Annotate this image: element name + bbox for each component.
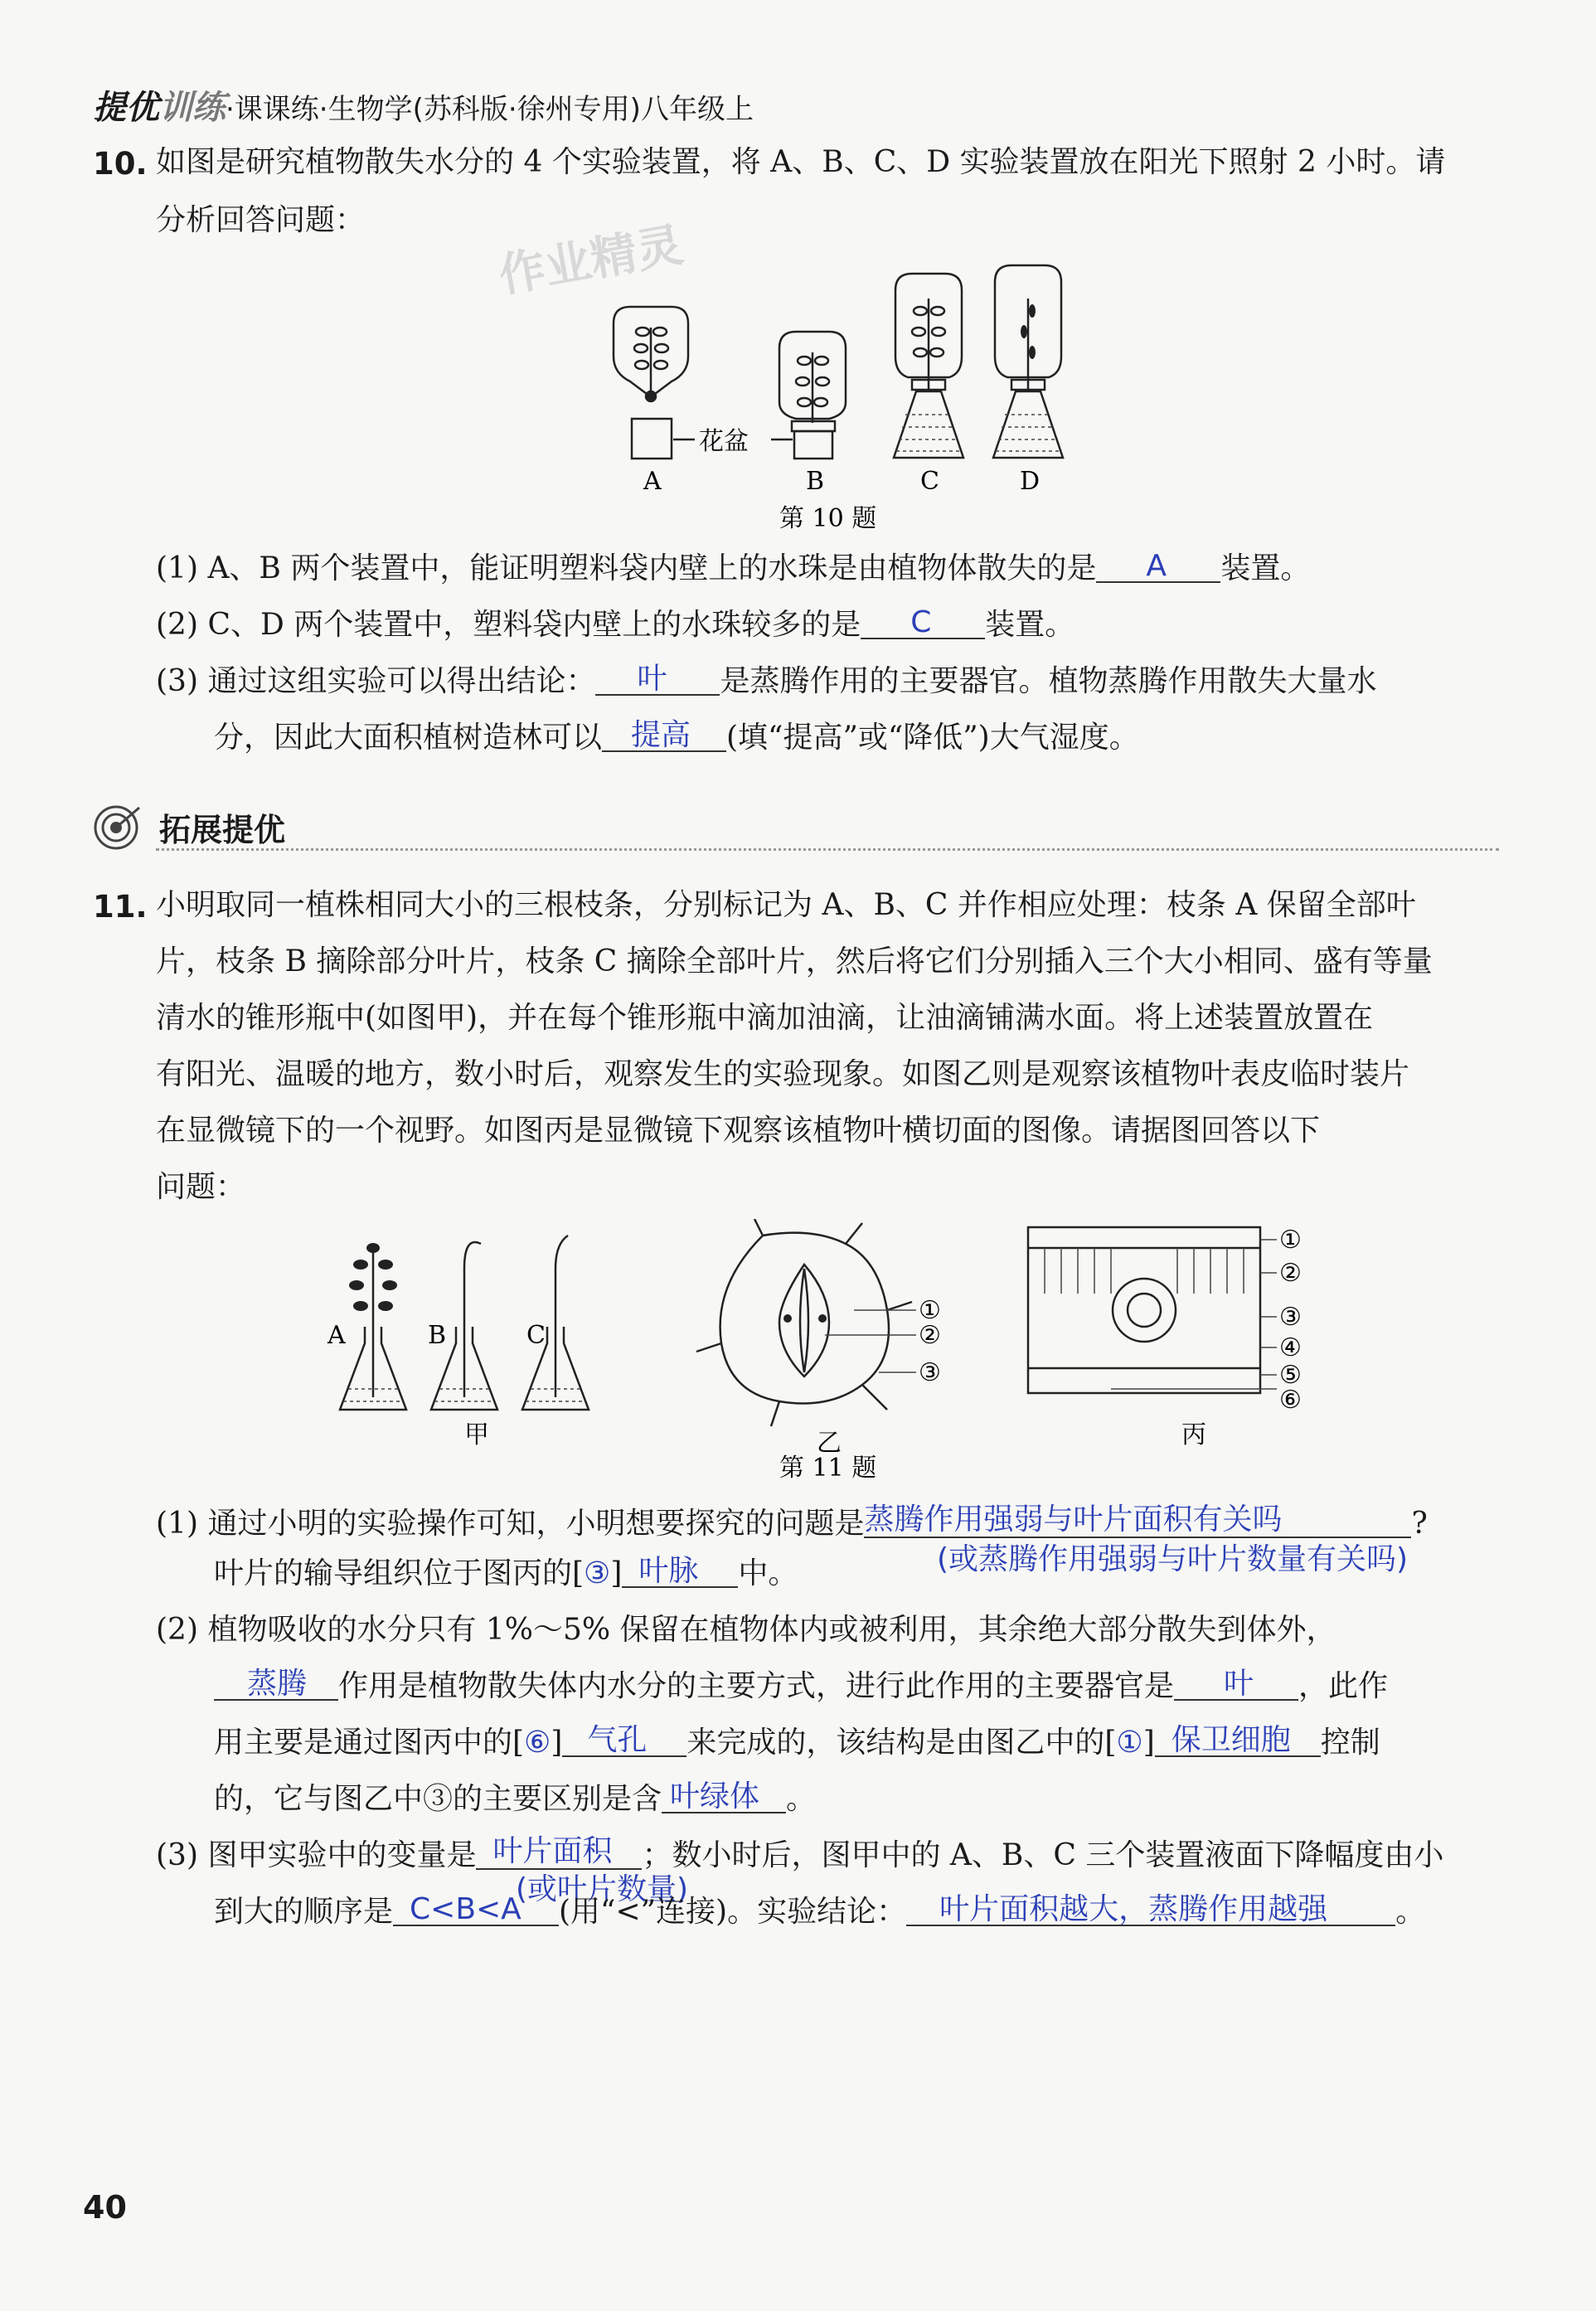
fig10-label-c: C — [920, 467, 939, 496]
q11-part2-line2: 蒸腾 作用是植物散失体内水分的主要方式，进行此作用的主要器官是 叶 ，此作 — [214, 1658, 1388, 1715]
q11-p2-answer3: ⑥ — [524, 1726, 551, 1760]
q11-p1-answer-name: 叶脉 — [638, 1554, 699, 1588]
q11-p2-answer1: 蒸腾 — [247, 1667, 308, 1701]
q10-figure — [580, 249, 1094, 547]
q10-stem-line2: 分析回答问题： — [156, 203, 366, 237]
q10-part3-line2: 分，因此大面积植树造林可以 提高 (填“提高”或“降低”)大气湿度。 — [214, 710, 1139, 766]
q10-part2: (2) C、D 两个装置中，塑料袋内壁上的水珠较多的是 C 装置。 — [156, 597, 1075, 653]
q11-p2-answer7: 叶绿体 — [670, 1779, 760, 1813]
q10-p3-answer1: 叶 — [637, 662, 667, 696]
jia-label-b: B — [428, 1321, 447, 1350]
q11-p2-answer5: ① — [1116, 1726, 1143, 1760]
page-header — [93, 81, 754, 129]
q10-p2-answer: C — [910, 605, 932, 639]
page-number: 40 — [83, 2189, 127, 2226]
yi-mark-1: ① — [919, 1296, 941, 1325]
target-icon — [91, 803, 149, 852]
watermark: 作业精灵 — [494, 217, 687, 303]
fig10-label-a: A — [643, 467, 662, 496]
q11-part3-line2: 到大的顺序是 C<B<A (用“<”连接)。实验结论： 叶片面积越大，蒸腾作用越强 。 — [214, 1884, 1425, 1940]
q11-part1-line1: (1) 通过小明的实验操作可知，小明想要探究的问题是 蒸腾作用强弱与叶片面积有关吗 ? — [156, 1496, 1428, 1552]
section-title: 拓展提优 — [159, 812, 286, 848]
sub-caption-yi: 乙 — [817, 1429, 842, 1458]
q11-stem-line1: 小明取同一植株相同大小的三根枝条，分别标记为 A、B、C 并作相应处理：枝条 A 保留全部叶 — [156, 888, 1416, 922]
q11-p1-answer: 蒸腾作用强弱与叶片面积有关吗 — [864, 1503, 1283, 1537]
jia-label-a: A — [327, 1321, 346, 1350]
q11-p2-answer2: 叶 — [1224, 1667, 1254, 1701]
q10-part3-line1: (3) 通过这组实验可以得出结论： 叶 是蒸腾作用的主要器官。植物蒸腾作用散失大量水 — [156, 653, 1376, 710]
bing-mark-5: ⑤ — [1279, 1361, 1302, 1390]
bing-mark-6: ⑥ — [1279, 1386, 1302, 1415]
yi-mark-3: ③ — [919, 1358, 941, 1387]
q11-p1-answer-num: ③ — [584, 1556, 611, 1590]
q11-p2-answer4: 气孔 — [587, 1723, 648, 1757]
q11-stem-line6: 问题： — [156, 1170, 246, 1204]
q11-part2-line4: 的，它与图乙中③的主要区别是含 叶绿体 。 — [214, 1771, 816, 1828]
sub-caption-jia: 甲 — [464, 1420, 489, 1449]
section-divider — [156, 848, 1499, 851]
q11-part2-line3: 用主要是通过图丙中的[⑥] 气孔 来完成的，该结构是由图乙中的[①] 保卫细胞 控制 — [214, 1715, 1380, 1771]
q10-number: 10. — [93, 146, 148, 182]
fig11-caption: 第 11 题 — [779, 1454, 877, 1483]
q11-stem-line2: 片，枝条 B 摘除部分叶片，枝条 C 摘除全部叶片，然后将它们分别插入三个大小相同、盛有等量 — [156, 944, 1433, 978]
q11-p3-answer1-alt: (或叶片数量) — [516, 1872, 689, 1906]
q11-figure — [315, 1219, 1343, 1484]
brand-logo: 提优训练 — [93, 89, 226, 127]
q11-stem-line5: 在显微镜下的一个视野。如图丙是显微镜下观察该植物叶横切面的图像。请据图回答以下 — [156, 1114, 1321, 1148]
fig10-label-b: B — [806, 467, 825, 496]
fig10-label-d: D — [1020, 467, 1041, 496]
q10-p3-answer2: 提高 — [631, 718, 691, 752]
bing-mark-4: ④ — [1279, 1333, 1302, 1362]
pot-label: 花盆 — [699, 427, 749, 456]
q11-p1-answer-alt: (或蒸腾作用强弱与叶片数量有关吗) — [937, 1542, 1409, 1576]
yi-mark-2: ② — [919, 1321, 941, 1350]
q11-stem-line3: 清水的锥形瓶中(如图甲)，并在每个锥形瓶中滴加油滴，让油滴铺满水面。将上述装置放置在 — [156, 1001, 1374, 1035]
q11-part2-line1: (2) 植物吸收的水分只有 1%～5% 保留在植物体内或被利用，其余绝大部分散失到体外， — [156, 1613, 1336, 1647]
q11-p3-answer2: C<B<A — [410, 1892, 521, 1926]
q10-part1: (1) A、B 两个装置中，能证明塑料袋内壁上的水珠是由植物体散失的是 A 装置。 — [156, 541, 1310, 597]
q10-stem-line1: 如图是研究植物散失水分的 4 个实验装置，将 A、B、C、D 实验装置放在阳光下照射 2 小时。请 — [156, 145, 1446, 179]
bing-mark-2: ② — [1279, 1259, 1302, 1288]
fig10-caption: 第 10 题 — [779, 504, 877, 533]
header-subtitle: ·课课练·生物学(苏科版·徐州专用)八年级上 — [226, 93, 754, 126]
q11-stem-line4: 有阳光、温暖的地方，数小时后，观察发生的实验现象。如图乙则是观察该植物叶表皮临时装片 — [156, 1057, 1410, 1091]
bing-mark-1: ① — [1279, 1226, 1302, 1255]
jia-label-c: C — [526, 1321, 546, 1350]
sub-caption-bing: 丙 — [1181, 1420, 1206, 1449]
q11-number: 11. — [93, 889, 148, 925]
q11-p3-answer3: 叶片面积越大，蒸腾作用越强 — [939, 1892, 1328, 1926]
q10-p1-answer: A — [1146, 549, 1167, 583]
bing-mark-3: ③ — [1279, 1303, 1302, 1332]
q11-part3-line1: (3) 图甲实验中的变量是 叶片面积 ；数小时后，图甲中的 A、B、C 三个装置液面下降幅度由小 — [156, 1828, 1443, 1884]
q11-part1-line2: 叶片的输导组织位于图丙的[③] 叶脉 中。 — [214, 1546, 798, 1602]
q11-p2-answer6: 保卫细胞 — [1171, 1723, 1291, 1757]
q11-p3-answer1: 叶片面积 — [492, 1834, 613, 1868]
